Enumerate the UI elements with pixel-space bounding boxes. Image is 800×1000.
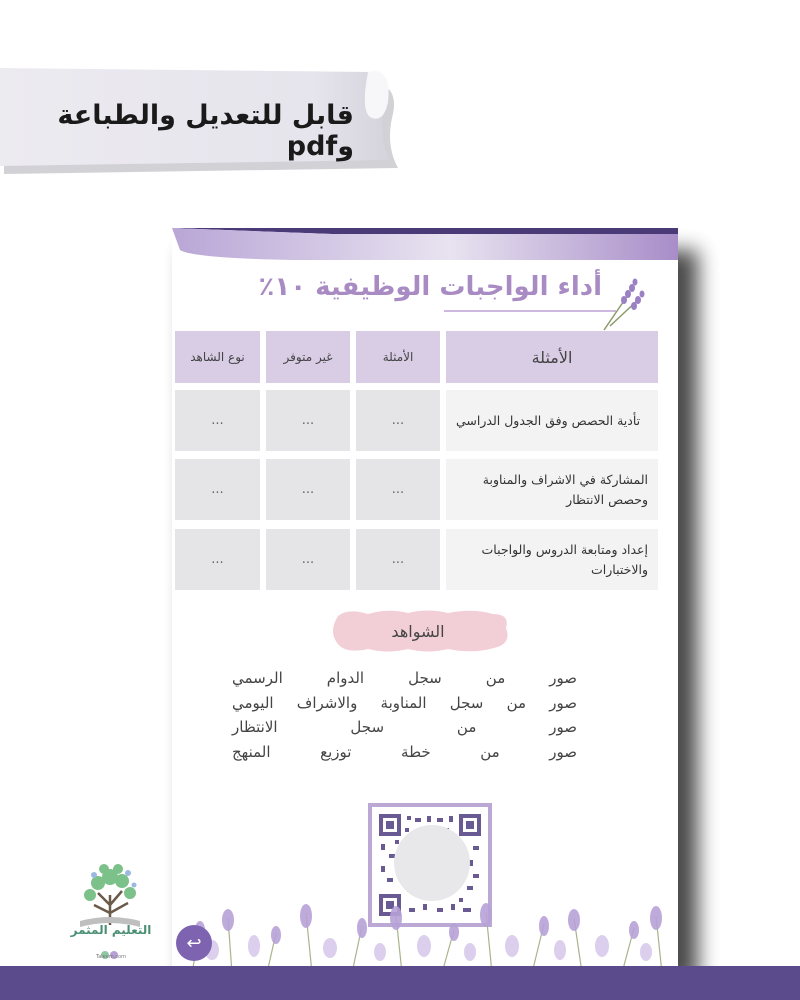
document-page <box>172 228 678 973</box>
table-cell: ... <box>266 390 350 451</box>
page-title: أداء الواجبات الوظيفية ١٠٪ <box>258 272 602 302</box>
evidence-list <box>232 666 577 764</box>
logo-name: التعليم المثمر <box>70 923 152 937</box>
table-cell: ... <box>356 390 440 451</box>
table-row-label: إعداد ومتابعة الدروس والواجبات والاختبارات <box>446 529 658 590</box>
back-button[interactable] <box>176 925 212 961</box>
title-underline <box>444 310 616 312</box>
table-cell: ... <box>175 459 260 520</box>
lavender-icon <box>600 276 646 332</box>
table-header: غير متوفر <box>266 331 350 383</box>
table-cell: ... <box>356 529 440 590</box>
table-cell: ... <box>175 390 260 451</box>
table-row-label: تأدية الحصص وفق الجدول الدراسي <box>446 390 658 451</box>
banner-text: قابل للتعديل والطباعة وpdf <box>57 100 354 162</box>
table-cell: ... <box>356 459 440 520</box>
header-banner <box>172 228 678 268</box>
evidence-item: صور من سجل الانتظار <box>232 718 577 736</box>
table-header: الأمثلة <box>446 331 658 383</box>
evidence-item: صور من سجل الدوام الرسمي <box>232 669 577 687</box>
table-cell: ... <box>175 529 260 590</box>
evidence-title: الشواهد <box>391 622 445 641</box>
logo-site: Taleem.com <box>96 954 126 960</box>
table-header: نوع الشاهد <box>175 331 260 383</box>
back-arrow-icon: ↩ <box>186 932 202 954</box>
evidence-item: صور من سجل المناوبة والاشراف اليومي <box>232 693 577 712</box>
table-cell: ... <box>266 529 350 590</box>
tree-logo-icon <box>70 855 150 960</box>
bottom-bar <box>0 966 800 1000</box>
table-row-label: المشاركة في الاشراف والمناوبة وحصص الانتظار <box>446 459 658 520</box>
table-header: الأمثلة <box>356 331 440 383</box>
evidence-item: صور من خطة توزيع المنهج <box>232 742 577 761</box>
table-cell: ... <box>266 459 350 520</box>
lavender-border <box>172 888 678 973</box>
